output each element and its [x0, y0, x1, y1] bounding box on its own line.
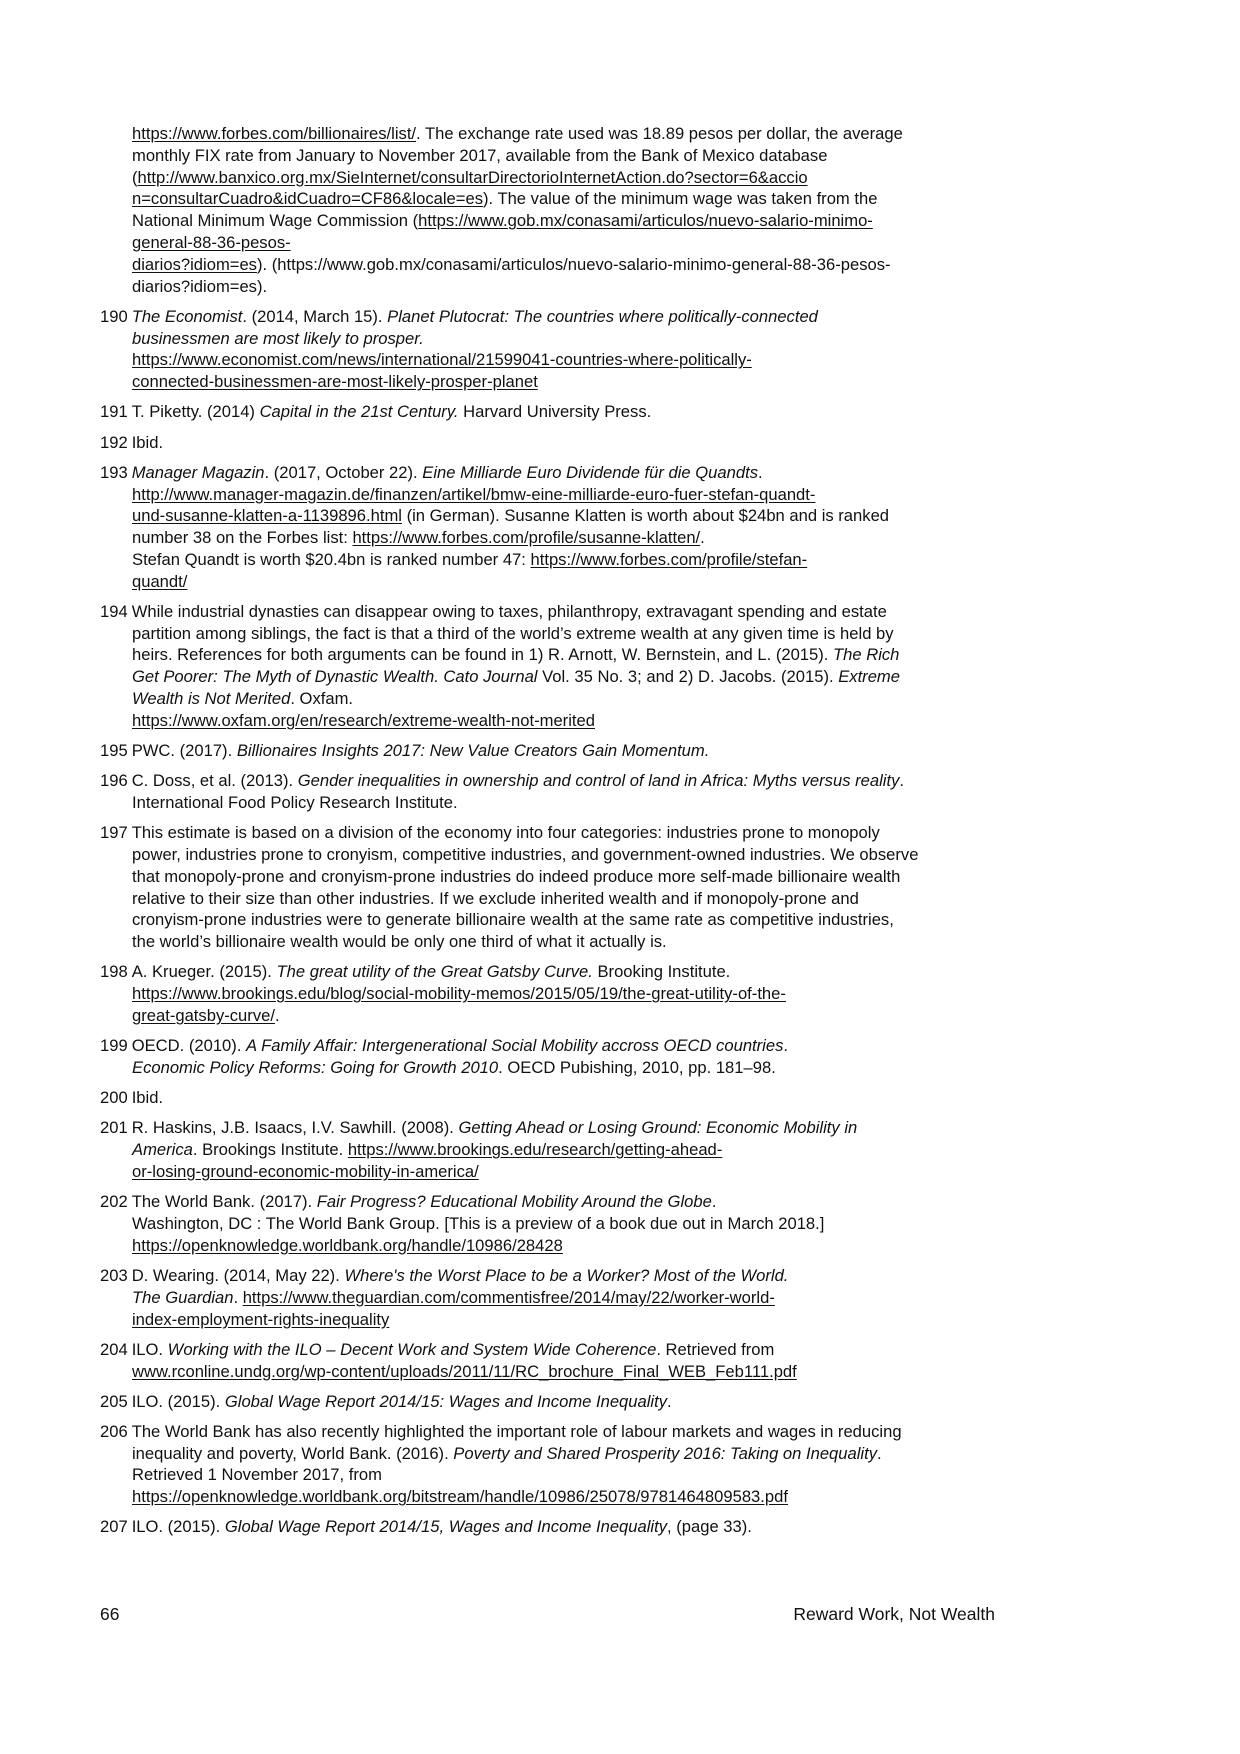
- footnote-text: Harvard University Press.: [458, 402, 652, 422]
- footnote-text: ). (https://www.gob.mx/conasami/articulos/nuevo-salario-minimo-general-88-36-pesos-diarios?idiom=es).: [132, 254, 891, 296]
- italic-title: Planet Plutocrat: The countries where politically-connected businessmen are most likely to prosper.: [132, 306, 818, 348]
- footnote-204: [100, 1339, 920, 1383]
- italic-title: Manager Magazin: [131, 462, 265, 482]
- footnote-text: C. Doss, et al. (2013).: [131, 771, 298, 791]
- footnote-text: . The exchange rate used was 18.89 pesos per dollar, the average monthly FIX rate from January to November 2017, available from the Bank of Mexico database (: [132, 124, 903, 187]
- reference-link[interactable]: https://www.forbes.com/billionaires/list/: [132, 124, 417, 143]
- reference-link[interactable]: https://openknowledge.worldbank.org/bitstream/handle/10986/25078/9781464809583.pdf: [132, 1487, 788, 1507]
- footnote-text: R. Haskins, J.B. Isaacs, I.V. Sawhill. (2008).: [131, 1118, 459, 1138]
- italic-title: Economic Policy Reforms: Going for Growth 2010: [132, 1057, 499, 1077]
- footnote-text: .: [233, 1287, 243, 1307]
- footnote-198: [100, 961, 920, 1026]
- footnote-number: 200: [100, 1088, 128, 1108]
- footnote-number: 195: [100, 741, 128, 761]
- footnote-number: 204: [100, 1339, 128, 1359]
- reference-link[interactable]: https://www.brookings.edu/blog/social-mobility-memos/2015/05/19/the-great-utility-of-the- great-gatsby-curve/: [132, 984, 786, 1025]
- footnote-number: 198: [100, 962, 128, 982]
- reference-link[interactable]: http://www.banxico.org.mx/SieInternet/consultarDirectorioInternetAction.do?sector=6&accio n=consultarCuadro&idCuadro=CF86&locale=es: [132, 167, 808, 209]
- footnote-text: This estimate is based on a division of the economy into four categories: industries prone to monopoly power, industries prone to cronyism, competitive industries, and government-owned industries. We observe that monopoly-prone and cronyism-prone industries do indeed produce more self-made billionaire wealth relative to their size than other industries. If we exclude inherited wealth and if monopoly-prone and cronyism-prone industries were to generate billionaire wealth at the same rate as competitive industries, the world’s billionaire wealth would be only one third of what it actually is.: [131, 823, 919, 952]
- italic-title: Getting Ahead or Losing Ground: Economic Mobility in America: [132, 1118, 858, 1160]
- footnote-number: 202: [100, 1192, 128, 1212]
- footnote-text: . Washington, DC : The World Bank Group. [This is a preview of a book due out in March 2018.]: [132, 1192, 825, 1233]
- footnote-number: 196: [100, 771, 128, 791]
- footnote-text: . Oxfam.: [290, 689, 354, 709]
- italic-title: Where's the Worst Place to be a Worker? Most of the World. The Guardian: [132, 1265, 789, 1307]
- footnote-200: [100, 1087, 920, 1109]
- reference-link[interactable]: https://www.brookings.edu/research/getting-ahead- or-losing-ground-economic-mobility-in-america/: [132, 1140, 723, 1181]
- reference-link[interactable]: https://www.economist.com/news/international/21599041-countries-where-politically- connected-businessmen-are-most-likely-prosper-planet: [132, 350, 752, 392]
- footnote-text: . Brookings Institute.: [192, 1140, 348, 1160]
- reference-link[interactable]: www.rconline.undg.org/wp-content/uploads/2011/11/RC_brochure_Final_WEB_Feb111.pdf: [132, 1361, 797, 1381]
- footnote-text: . International Food Policy Research Institute.: [132, 771, 904, 813]
- footnote-191: [100, 401, 920, 423]
- footnote-text: . Retrieved 1 November 2017, from: [132, 1443, 882, 1485]
- footnote-text: Ibid.: [131, 1088, 164, 1108]
- footnote-text: ). The value of the minimum wage was taken from the National Minimum Wage Commission (: [132, 189, 878, 231]
- footnote-201: [100, 1117, 920, 1182]
- footnote-text: . Stefan Quandt is worth $20.4bn is ranked number 47:: [132, 528, 705, 569]
- footnote-text: Ibid.: [131, 432, 164, 452]
- footnote-number: 193: [100, 462, 128, 482]
- footnotes-list: [100, 123, 920, 1547]
- footnote-text: .: [758, 462, 763, 482]
- footnote-number: 190: [100, 306, 128, 326]
- footnote-190: [100, 306, 920, 393]
- footnote-number: 199: [100, 1036, 128, 1056]
- reference-link[interactable]: http://www.manager-magazin.de/finanzen/artikel/bmw-eine-milliarde-euro-fuer-stefan-quandt- und-susanne-klatten-a-1139896.html: [132, 484, 816, 526]
- running-title: Reward Work, Not Wealth: [793, 1604, 995, 1624]
- italic-title: Capital in the 21st Century.: [259, 402, 459, 422]
- footnote-text: .: [274, 1006, 280, 1025]
- footnote-text: .: [667, 1391, 672, 1411]
- footnote-text: OECD. (2010).: [131, 1036, 247, 1056]
- page-number: 66: [100, 1604, 120, 1624]
- footnote-192: [100, 432, 920, 454]
- italic-title: Fair Progress? Educational Mobility Around the Globe: [316, 1192, 712, 1212]
- italic-title: Billionaires Insights 2017: New Value Creators Gain Momentum.: [236, 741, 710, 761]
- footnote-text: Brooking Institute.: [592, 962, 731, 982]
- footnote-text: . OECD Pubishing, 2010, pp. 181–98.: [498, 1057, 776, 1077]
- footnote-206: [100, 1421, 920, 1508]
- reference-link[interactable]: https://openknowledge.worldbank.org/handle/10986/28428: [132, 1235, 563, 1255]
- footnote-text: A. Krueger. (2015).: [131, 962, 277, 982]
- reference-link[interactable]: https://www.forbes.com/profile/stefan- quandt/: [132, 549, 808, 591]
- footnote-text: .: [783, 1036, 789, 1056]
- italic-title: The Economist: [131, 306, 243, 326]
- footnote-text: While industrial dynasties can disappear owing to taxes, philanthropy, extravagant spending and estate partition among siblings, the fact is that a third of the world’s extreme wealth at any given time is held by heirs. References for both arguments can be found in 1) R. Arnott, W. Bernstein, and L. (2015).: [131, 601, 894, 665]
- footnote-202: [100, 1191, 920, 1256]
- italic-title: Eine Milliarde Euro Dividende für die Quandts: [422, 462, 758, 482]
- italic-title: A Family Affair: Intergenerational Social Mobility accross OECD countries: [246, 1036, 784, 1056]
- footnote-text: The World Bank. (2017).: [131, 1192, 317, 1212]
- footnote-207: [100, 1516, 920, 1538]
- footnote-199: [100, 1035, 920, 1079]
- footnote-text: , (page 33).: [667, 1517, 752, 1537]
- italic-title: Global Wage Report 2014/15: Wages and Income Inequality: [224, 1391, 668, 1411]
- footnote-number: 207: [100, 1517, 128, 1537]
- footnote-number: 201: [100, 1118, 128, 1138]
- footnote-197: [100, 822, 920, 953]
- italic-title: Working with the ILO – Decent Work and System Wide Coherence: [167, 1339, 657, 1359]
- footnote-203: [100, 1265, 920, 1330]
- footnote-number: 197: [100, 823, 128, 843]
- footnote-text: T. Piketty. (2014): [131, 402, 260, 422]
- footnote-196: [100, 770, 920, 814]
- footnote-text: ILO.: [131, 1339, 168, 1359]
- footnote-195: [100, 740, 920, 762]
- footnote-number: 192: [100, 432, 128, 452]
- footnote-194: [100, 601, 920, 732]
- footnote-text: (in German). Susanne Klatten is worth about $24bn and is ranked number 38 on the Forbes list:: [132, 506, 890, 548]
- italic-title: Gender inequalities in ownership and control of land in Africa: Myths versus reality: [297, 771, 900, 791]
- reference-link[interactable]: https://www.gob.mx/conasami/articulos/nuevo-salario-minimo-general-88-36-pesos- diarios?idiom=es: [132, 211, 873, 274]
- footnote-number: 203: [100, 1265, 128, 1285]
- reference-link[interactable]: https://www.oxfam.org/en/research/extreme-wealth-not-merited: [132, 710, 595, 730]
- footnote-text: . (2017, October 22).: [264, 462, 423, 482]
- footnote-number: 191: [100, 402, 128, 422]
- footnote-continuation: [100, 123, 920, 297]
- footnote-number: 206: [100, 1421, 128, 1441]
- footnote-205: [100, 1391, 920, 1413]
- footnote-number: 205: [100, 1391, 128, 1411]
- footnote-text: ILO. (2015).: [131, 1517, 225, 1537]
- footnote-text: . Retrieved from: [656, 1339, 775, 1359]
- footnote-text: PWC. (2017).: [131, 741, 237, 761]
- italic-title: The great utility of the Great Gatsby Curve.: [276, 962, 593, 982]
- italic-title: Poverty and Shared Prosperity 2016: Taking on Inequality: [453, 1443, 878, 1463]
- footnote-number: 194: [100, 601, 128, 621]
- footnote-text: ILO. (2015).: [131, 1391, 225, 1411]
- italic-title: The Rich Get Poorer: The Myth of Dynastic Wealth. Cato Journal: [132, 645, 900, 687]
- italic-title: Global Wage Report 2014/15, Wages and Income Inequality: [224, 1517, 668, 1537]
- reference-link[interactable]: https://www.forbes.com/profile/susanne-klatten/: [352, 528, 701, 548]
- footnote-text: The World Bank has also recently highlighted the important role of labour markets and wages in reducing inequality and poverty, World Bank. (2016).: [131, 1421, 902, 1463]
- italic-title: Extreme Wealth is Not Merited: [132, 667, 900, 709]
- footnote-193: [100, 462, 920, 593]
- reference-link[interactable]: https://www.theguardian.com/commentisfree/2014/may/22/worker-world- index-employment-rights-inequality: [132, 1287, 775, 1329]
- footnote-text: . (2014, March 15).: [242, 306, 388, 326]
- footnote-text: Vol. 35 No. 3; and 2) D. Jacobs. (2015).: [537, 667, 839, 687]
- footnote-text: D. Wearing. (2014, May 22).: [131, 1265, 345, 1285]
